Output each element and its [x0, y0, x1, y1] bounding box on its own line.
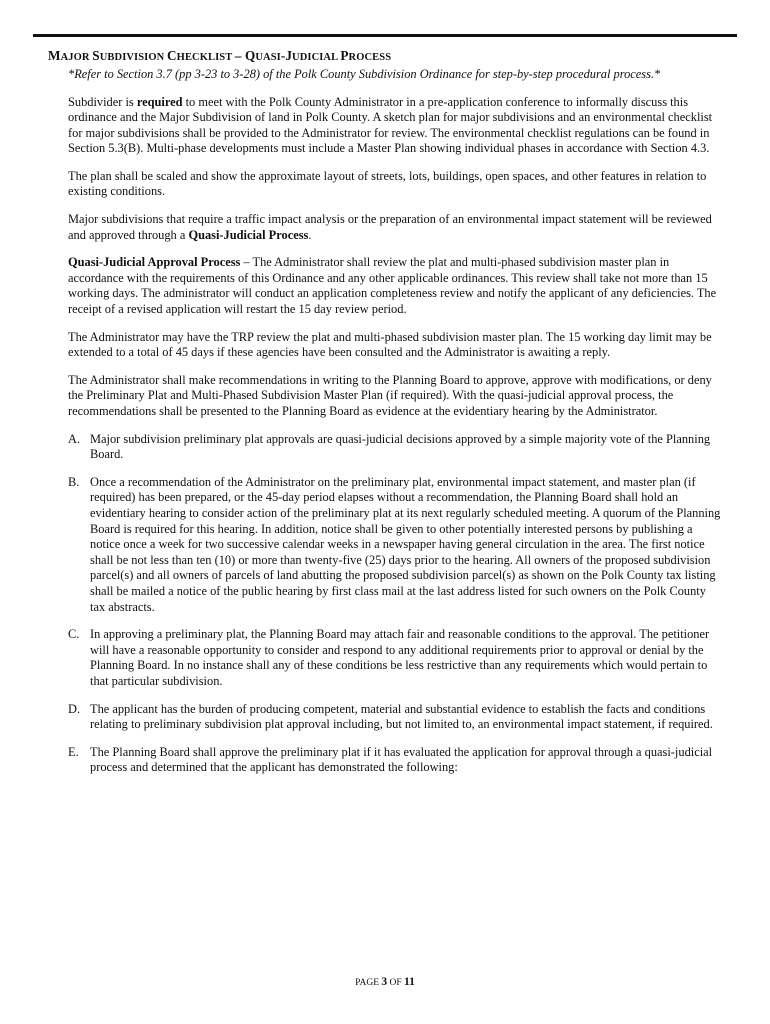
paragraph-pre-application: Subdivider is required to meet with the Polk County Administrator in a pre-application conference to informally discuss this ordinance and the Major Subdivision of land in Polk County. A sketch plan for major subdivisions and an environmental checklist for major subdivisions shall be provided to the Administrator for review. The environmental checklist regulations can be found in Section 5.3(B). Multi-phase developments must include a Master Plan showing individual phases in accordance with Section 4.3. — [68, 94, 713, 156]
document-page — [48, 47, 724, 776]
paragraph-plan-scale: The plan shall be scaled and show the approximate layout of streets, lots, buildings, open spaces, and other features in relation to existing conditions. — [68, 168, 707, 199]
list-item: B. Once a recommendation of the Administrator on the preliminary plat, environmental impact statement, and master plan (if required) has been prepared, or the 45-day period elapses without a recommendation, the Planning Board shall hold an evidentiary hearing to consider action of the preliminary plat at its next regularly scheduled meeting. A quorum of the Planning Board is required for this hearing. In addition, notice shall be given to other potentially interested persons by publishing a notice once a week for two successive calendar weeks in a newspaper having general circulation in the area. The first notice shall be not less than ten (10) or more than twenty-five (25) days prior to the hearing. All owners of the proposed subdivision parcel(s) and all owners of parcels of land abutting the proposed subdivision parcel(s) as shown on the Polk County tax listing shall be mailed a notice of the public hearing by first class mail at the last address listed for such owners on the Polk County tax abstracts. — [68, 474, 721, 614]
top-rule — [33, 34, 737, 37]
paragraph-recommendations: The Administrator shall make recommendations in writing to the Planning Board to approve, approve with modifications, or deny the Preliminary Plat and Multi-Phased Subdivision Master Plan (if required). With the quasi-judicial approval process, the recommendations shall be presented to the Planning Board as evidence at the evidentiary hearing by the Administrator. — [68, 372, 712, 418]
paragraph-trp-review: The Administrator may have the TRP review the plat and multi-phased subdivision master plan. The 15 working day limit may be extended to a total of 45 days if these agencies have been consulted and the Administrator is awaiting a reply. — [68, 329, 712, 360]
list-item: E. The Planning Board shall approve the preliminary plat if it has evaluated the application for approval through a quasi-judicial process and determined that the applicant has demonstrated the following: — [68, 744, 713, 775]
list-item: D. The applicant has the burden of producing competent, material and substantial evidence to establish the facts and conditions relating to preliminary subdivision plat approval including, but not limited to, an environmental impact statement, if required. — [68, 701, 713, 732]
paragraph-approval-process: Quasi-Judicial Approval Process – The Administrator shall review the plat and multi-phased subdivision master plan in accordance with the requirements of this Ordinance and any other applicable ordinances. This review shall take not more than 15 working days. The administrator will conduct an application completeness review and notify the applicant of any deficiencies. The receipt of a revised application will restart the 15 day review period. — [68, 255, 717, 317]
page-title: MAJOR SUBDIVISION CHECKLIST – QUASI-JUDICIAL PROCESS — [48, 48, 392, 63]
lettered-list — [68, 432, 724, 776]
page-number: PAGE 3 OF 11 — [355, 976, 415, 988]
body-content — [68, 95, 724, 776]
list-item: C. In approving a preliminary plat, the Planning Board may attach fair and reasonable conditions to the approval. The petitioner will have a reasonable opportunity to consider and respond to any additional requirements prior to approval or denial by the Planning Board. In no instance shall any of these conditions be less restrictive than any requirements which would pertain to that particular subdivision. — [68, 627, 710, 688]
page-footer — [0, 976, 770, 988]
list-item: A. Major subdivision preliminary plat approvals are quasi-judicial decisions approved by a simple majority vote of the Planning Board. — [68, 431, 711, 462]
reference-note: *Refer to Section 3.7 (pp 3-23 to 3-28) of the Polk County Subdivision Ordinance for step-by-step procedural process.* — [68, 67, 661, 81]
paragraph-major-subdivisions: Major subdivisions that require a traffic impact analysis or the preparation of an environmental impact statement will be reviewed and approved through a Quasi-Judicial Process. — [68, 212, 712, 242]
